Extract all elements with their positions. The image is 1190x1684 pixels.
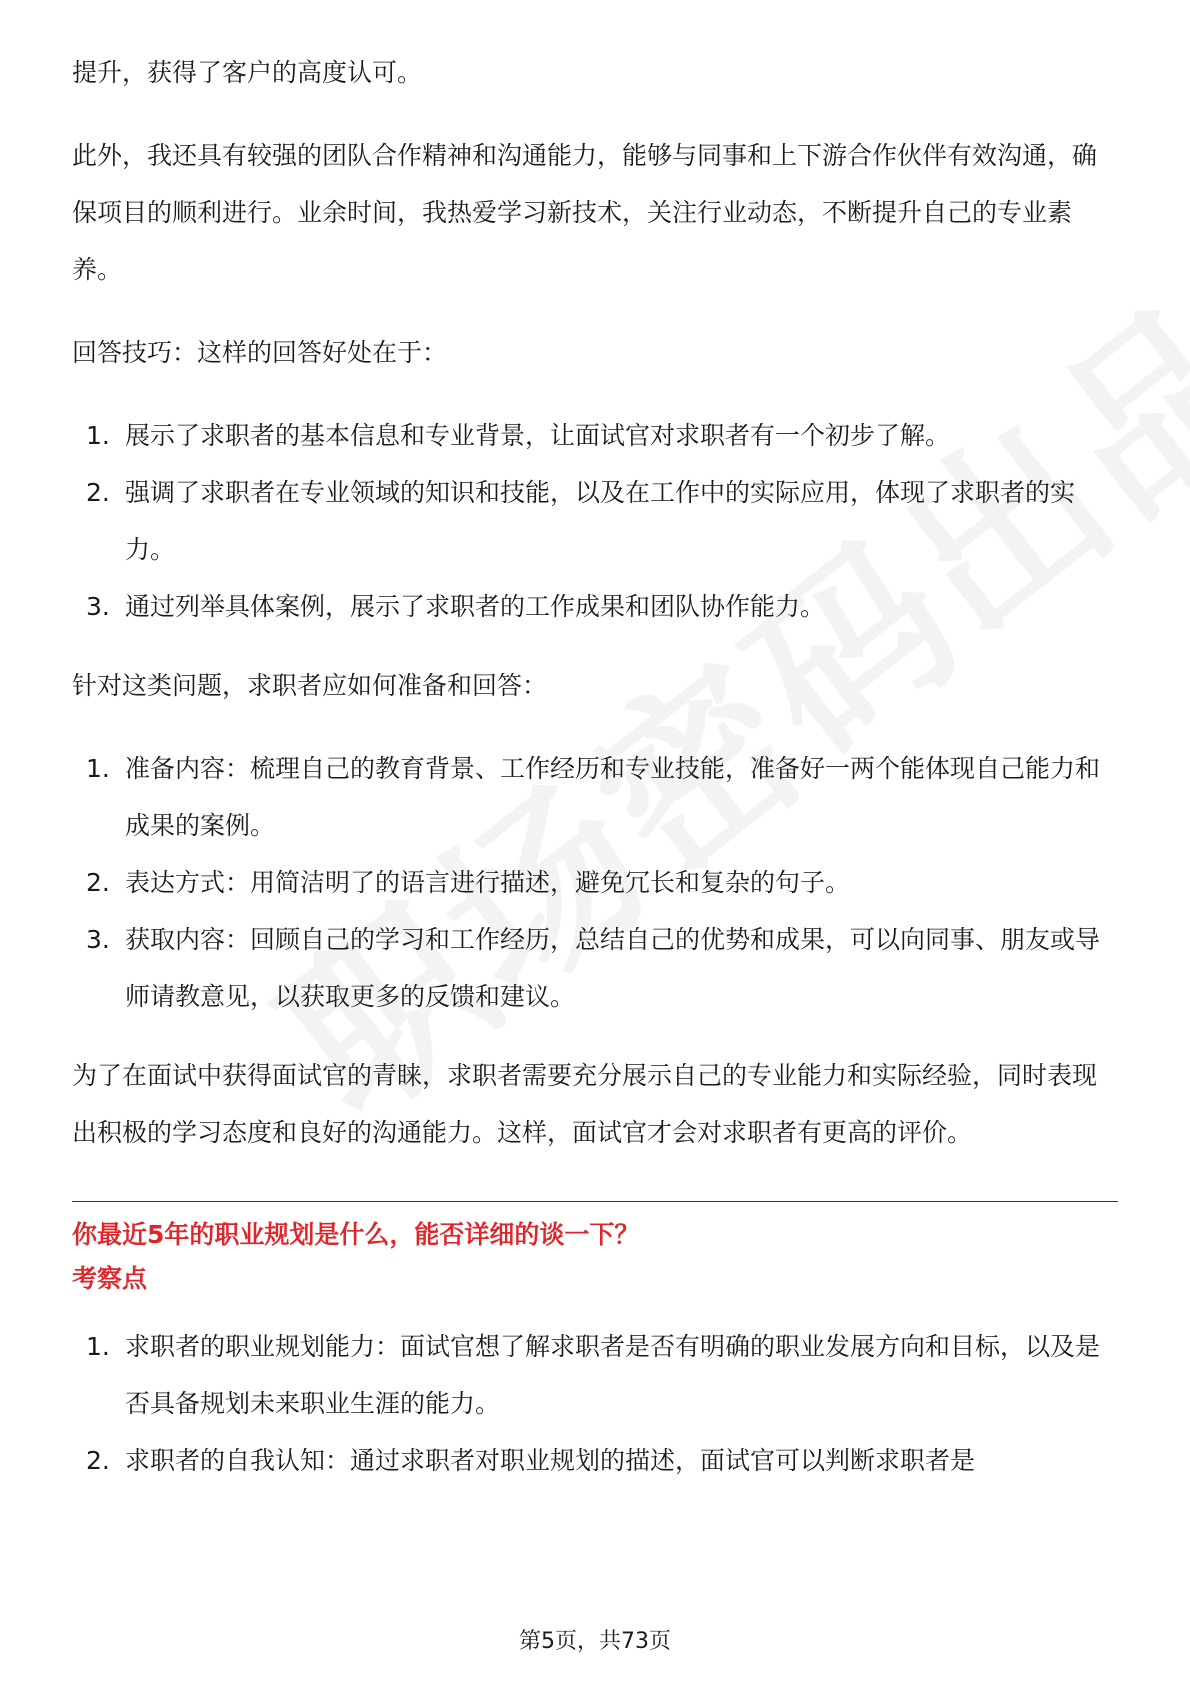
- list-text: 求职者的自我认知：通过求职者对职业规划的描述，面试官可以判断求职者是: [125, 1446, 976, 1475]
- list-item: [72, 1318, 1118, 1432]
- list-number: 1.: [86, 421, 110, 450]
- document-page: [72, 44, 1118, 1489]
- preparation-list: [72, 740, 1118, 1025]
- list-item: [72, 407, 1118, 464]
- list-text: 表达方式：用简洁明了的语言进行描述，避免冗长和复杂的句子。: [125, 868, 851, 897]
- list-item: [72, 1432, 1118, 1489]
- paragraph-3: 回答技巧：这样的回答好处在于：: [72, 338, 448, 367]
- list-text: 展示了求职者的基本信息和专业背景，让面试官对求职者有一个初步了解。: [125, 421, 951, 450]
- list-text: 获取内容：回顾自己的学习和工作经历，总结自己的优势和成果，可以向同事、朋友或导师请教意见，以获取更多的反馈和建议。: [125, 925, 1101, 1011]
- list-number: 2.: [86, 478, 110, 507]
- list-number: 3.: [86, 592, 110, 621]
- list-number: 1.: [86, 1332, 110, 1361]
- paragraph-5: 为了在面试中获得面试官的青睐，求职者需要充分展示自己的专业能力和实际经验，同时表现出积极的学习态度和良好的沟通能力。这样，面试官才会对求职者有更高的评价。: [72, 1061, 1098, 1147]
- question-title: 你最近5年的职业规划是什么，能否详细的谈一下？: [72, 1220, 640, 1249]
- list-text: 求职者的职业规划能力：面试官想了解求职者是否有明确的职业发展方向和目标，以及是否具备规划未来职业生涯的能力。: [125, 1332, 1101, 1418]
- list-number: 3.: [86, 925, 110, 954]
- list-text: 强调了求职者在专业领域的知识和技能，以及在工作中的实际应用，体现了求职者的实力。: [125, 478, 1076, 564]
- paragraph-4: 针对这类问题，求职者应如何准备和回答：: [72, 671, 548, 700]
- paragraph-1: 提升，获得了客户的高度认可。: [72, 58, 423, 87]
- question-subtitle: 考察点: [72, 1264, 148, 1293]
- list-number: 1.: [86, 754, 110, 783]
- assessment-points-list: [72, 1318, 1118, 1489]
- answer-tips-list: [72, 407, 1118, 635]
- list-item: [72, 464, 1118, 578]
- list-number: 2.: [86, 868, 110, 897]
- list-text: 通过列举具体案例，展示了求职者的工作成果和团队协作能力。: [125, 592, 826, 621]
- list-number: 2.: [86, 1446, 110, 1475]
- paragraph-2: 此外，我还具有较强的团队合作精神和沟通能力，能够与同事和上下游合作伙伴有效沟通，确保项目的顺利进行。业余时间，我热爱学习新技术，关注行业动态，不断提升自己的专业素养。: [72, 141, 1098, 284]
- list-item: [72, 578, 1118, 635]
- section-divider: [72, 1201, 1118, 1202]
- list-item: [72, 740, 1118, 854]
- list-item: [72, 854, 1118, 911]
- list-text: 准备内容：梳理自己的教育背景、工作经历和专业技能，准备好一两个能体现自己能力和成果的案例。: [125, 754, 1101, 840]
- list-item: [72, 911, 1118, 1025]
- page-number: 第5页，共73页: [519, 1629, 671, 1654]
